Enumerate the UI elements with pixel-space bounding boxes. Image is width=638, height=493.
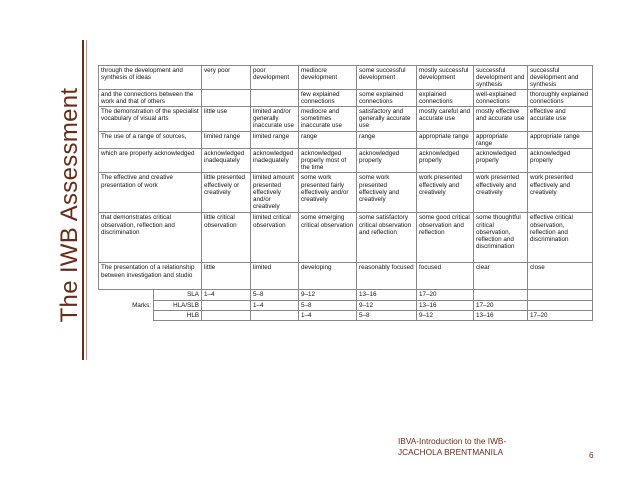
marks-level: SLA <box>154 290 202 300</box>
mark-range: 1–4 <box>202 290 251 300</box>
slide-title-vertical <box>55 40 83 370</box>
level-descriptor: poor development <box>251 66 299 90</box>
footer-line-2: JCACHOLA BRENTMANILA <box>398 447 504 458</box>
criterion-description: that demonstrates critical observation, reflection and discrimination <box>99 213 202 263</box>
criterion-description: The use of a range of sources, <box>99 132 202 149</box>
marks-label: Marks: <box>132 301 151 309</box>
level-descriptor: limited amount presented effectively and/or creatively <box>251 173 299 213</box>
level-descriptor: range <box>299 132 357 149</box>
level-descriptor: work presented effectively and creatively <box>474 173 528 213</box>
slide-title: The IWB Assessment <box>55 87 83 323</box>
level-descriptor: limited critical observation <box>251 213 299 263</box>
criterion-description: The demonstration of the specialist vocabulary of visual arts <box>99 107 202 132</box>
level-descriptor: some explained connections <box>357 90 417 107</box>
mark-range: 5–8 <box>299 300 357 310</box>
level-descriptor: acknowledged properly <box>357 149 417 173</box>
mark-range: 1–4 <box>251 300 299 310</box>
mark-range <box>474 290 528 300</box>
mark-range: 13–16 <box>417 300 474 310</box>
level-descriptor: little presented effectively or creatively <box>202 173 251 213</box>
level-descriptor: effective critical observation, reflection and discrimination <box>528 213 593 263</box>
mark-range: 5–8 <box>251 290 299 300</box>
level-descriptor: well-explained connections <box>474 90 528 107</box>
mark-range <box>251 310 299 320</box>
marks-row <box>99 290 593 300</box>
level-descriptor: appropriate range <box>528 132 593 149</box>
level-descriptor: some satisfactory critical observation and reflection <box>357 213 417 263</box>
level-descriptor: some emerging critical observation <box>299 213 357 263</box>
level-descriptor: work presented effectively and creatively <box>417 173 474 213</box>
assessment-rubric-table <box>98 65 593 321</box>
level-descriptor: mediocre development <box>299 66 357 90</box>
level-descriptor <box>251 90 299 107</box>
mark-range: 9–12 <box>299 290 357 300</box>
criterion-description: which are properly acknowledged <box>99 149 202 173</box>
level-descriptor: range <box>357 132 417 149</box>
mark-range: 13–16 <box>357 290 417 300</box>
level-descriptor: some work presented effectively and creatively <box>357 173 417 213</box>
criterion-row <box>99 90 593 107</box>
level-descriptor: mostly successful development <box>417 66 474 90</box>
level-descriptor: work presented effectively and creatively <box>528 173 593 213</box>
level-descriptor: developing <box>299 263 357 290</box>
level-descriptor: limited <box>251 263 299 290</box>
level-descriptor: acknowledged properly <box>417 149 474 173</box>
level-descriptor: reasonably focused <box>357 263 417 290</box>
level-descriptor: very poor <box>202 66 251 90</box>
criterion-row <box>99 132 593 149</box>
level-descriptor: limited and/or generally inaccurate use <box>251 107 299 132</box>
criterion-description: The effective and creative presentation of work <box>99 173 202 213</box>
footer-text <box>398 436 506 458</box>
level-descriptor <box>202 90 251 107</box>
criterion-row <box>99 173 593 213</box>
title-divider-thin <box>86 40 87 360</box>
level-descriptor: successful development and synthesis <box>474 66 528 90</box>
marks-level: HLB <box>154 310 202 320</box>
level-descriptor: acknowledged properly <box>474 149 528 173</box>
level-descriptor: appropriate range <box>474 132 528 149</box>
level-descriptor: mostly careful and accurate use <box>417 107 474 132</box>
criterion-row <box>99 149 593 173</box>
mark-range: 9–12 <box>357 300 417 310</box>
level-descriptor: clear <box>474 263 528 290</box>
level-descriptor: satisfactory and generally accurate use <box>357 107 417 132</box>
title-divider <box>82 40 84 360</box>
level-descriptor: some work presented fairly effectively and/or creatively <box>299 173 357 213</box>
mark-range <box>528 300 593 310</box>
marks-level: HLA/SLB <box>154 300 202 310</box>
level-descriptor: thoroughly explained connections <box>528 90 593 107</box>
level-descriptor: acknowledged inadequately <box>251 149 299 173</box>
mark-range: 5–8 <box>357 310 417 320</box>
level-descriptor: successful development and synthesis <box>528 66 593 90</box>
mark-range: 17–20 <box>417 290 474 300</box>
marks-row <box>99 310 593 320</box>
mark-range: 17–20 <box>474 300 528 310</box>
level-descriptor: little <box>202 263 251 290</box>
rubric-body <box>99 66 593 321</box>
level-descriptor: few explained connections <box>299 90 357 107</box>
level-descriptor: limited range <box>202 132 251 149</box>
level-descriptor: effective and accurate use <box>528 107 593 132</box>
level-descriptor: little critical observation <box>202 213 251 263</box>
level-descriptor: appropriate range <box>417 132 474 149</box>
level-descriptor: acknowledged inadequately <box>202 149 251 173</box>
level-descriptor: mostly effective and accurate use <box>474 107 528 132</box>
mark-range: 13–16 <box>474 310 528 320</box>
criterion-description: through the development and synthesis of ideas <box>99 66 202 90</box>
level-descriptor: acknowledged properly most of the time <box>299 149 357 173</box>
criterion-row <box>99 263 593 290</box>
mark-range <box>202 300 251 310</box>
criterion-description: The presentation of a relationship between investigation and studio <box>99 263 202 290</box>
mark-range: 9–12 <box>417 310 474 320</box>
level-descriptor: mediocre and sometimes inaccurate use <box>299 107 357 132</box>
page-number: 6 <box>589 450 594 460</box>
mark-range: 1–4 <box>299 310 357 320</box>
marks-row <box>99 300 593 310</box>
mark-range <box>528 290 593 300</box>
level-descriptor: some successful development <box>357 66 417 90</box>
level-descriptor: close <box>528 263 593 290</box>
criterion-row <box>99 66 593 90</box>
level-descriptor: some good critical observation and reflection <box>417 213 474 263</box>
footer-line-1: IBVA-Introduction to the IWB- <box>398 436 507 446</box>
level-descriptor: limited range <box>251 132 299 149</box>
level-descriptor: focused <box>417 263 474 290</box>
level-descriptor: little use <box>202 107 251 132</box>
level-descriptor: acknowledged properly <box>528 149 593 173</box>
mark-range <box>202 310 251 320</box>
level-descriptor: explained connections <box>417 90 474 107</box>
criterion-row <box>99 213 593 263</box>
level-descriptor: some thoughtful critical observation, reflection and discrimination <box>474 213 528 263</box>
criterion-description: and the connections between the work and that of others <box>99 90 202 107</box>
mark-range: 17–20 <box>528 310 593 320</box>
criterion-row <box>99 107 593 132</box>
